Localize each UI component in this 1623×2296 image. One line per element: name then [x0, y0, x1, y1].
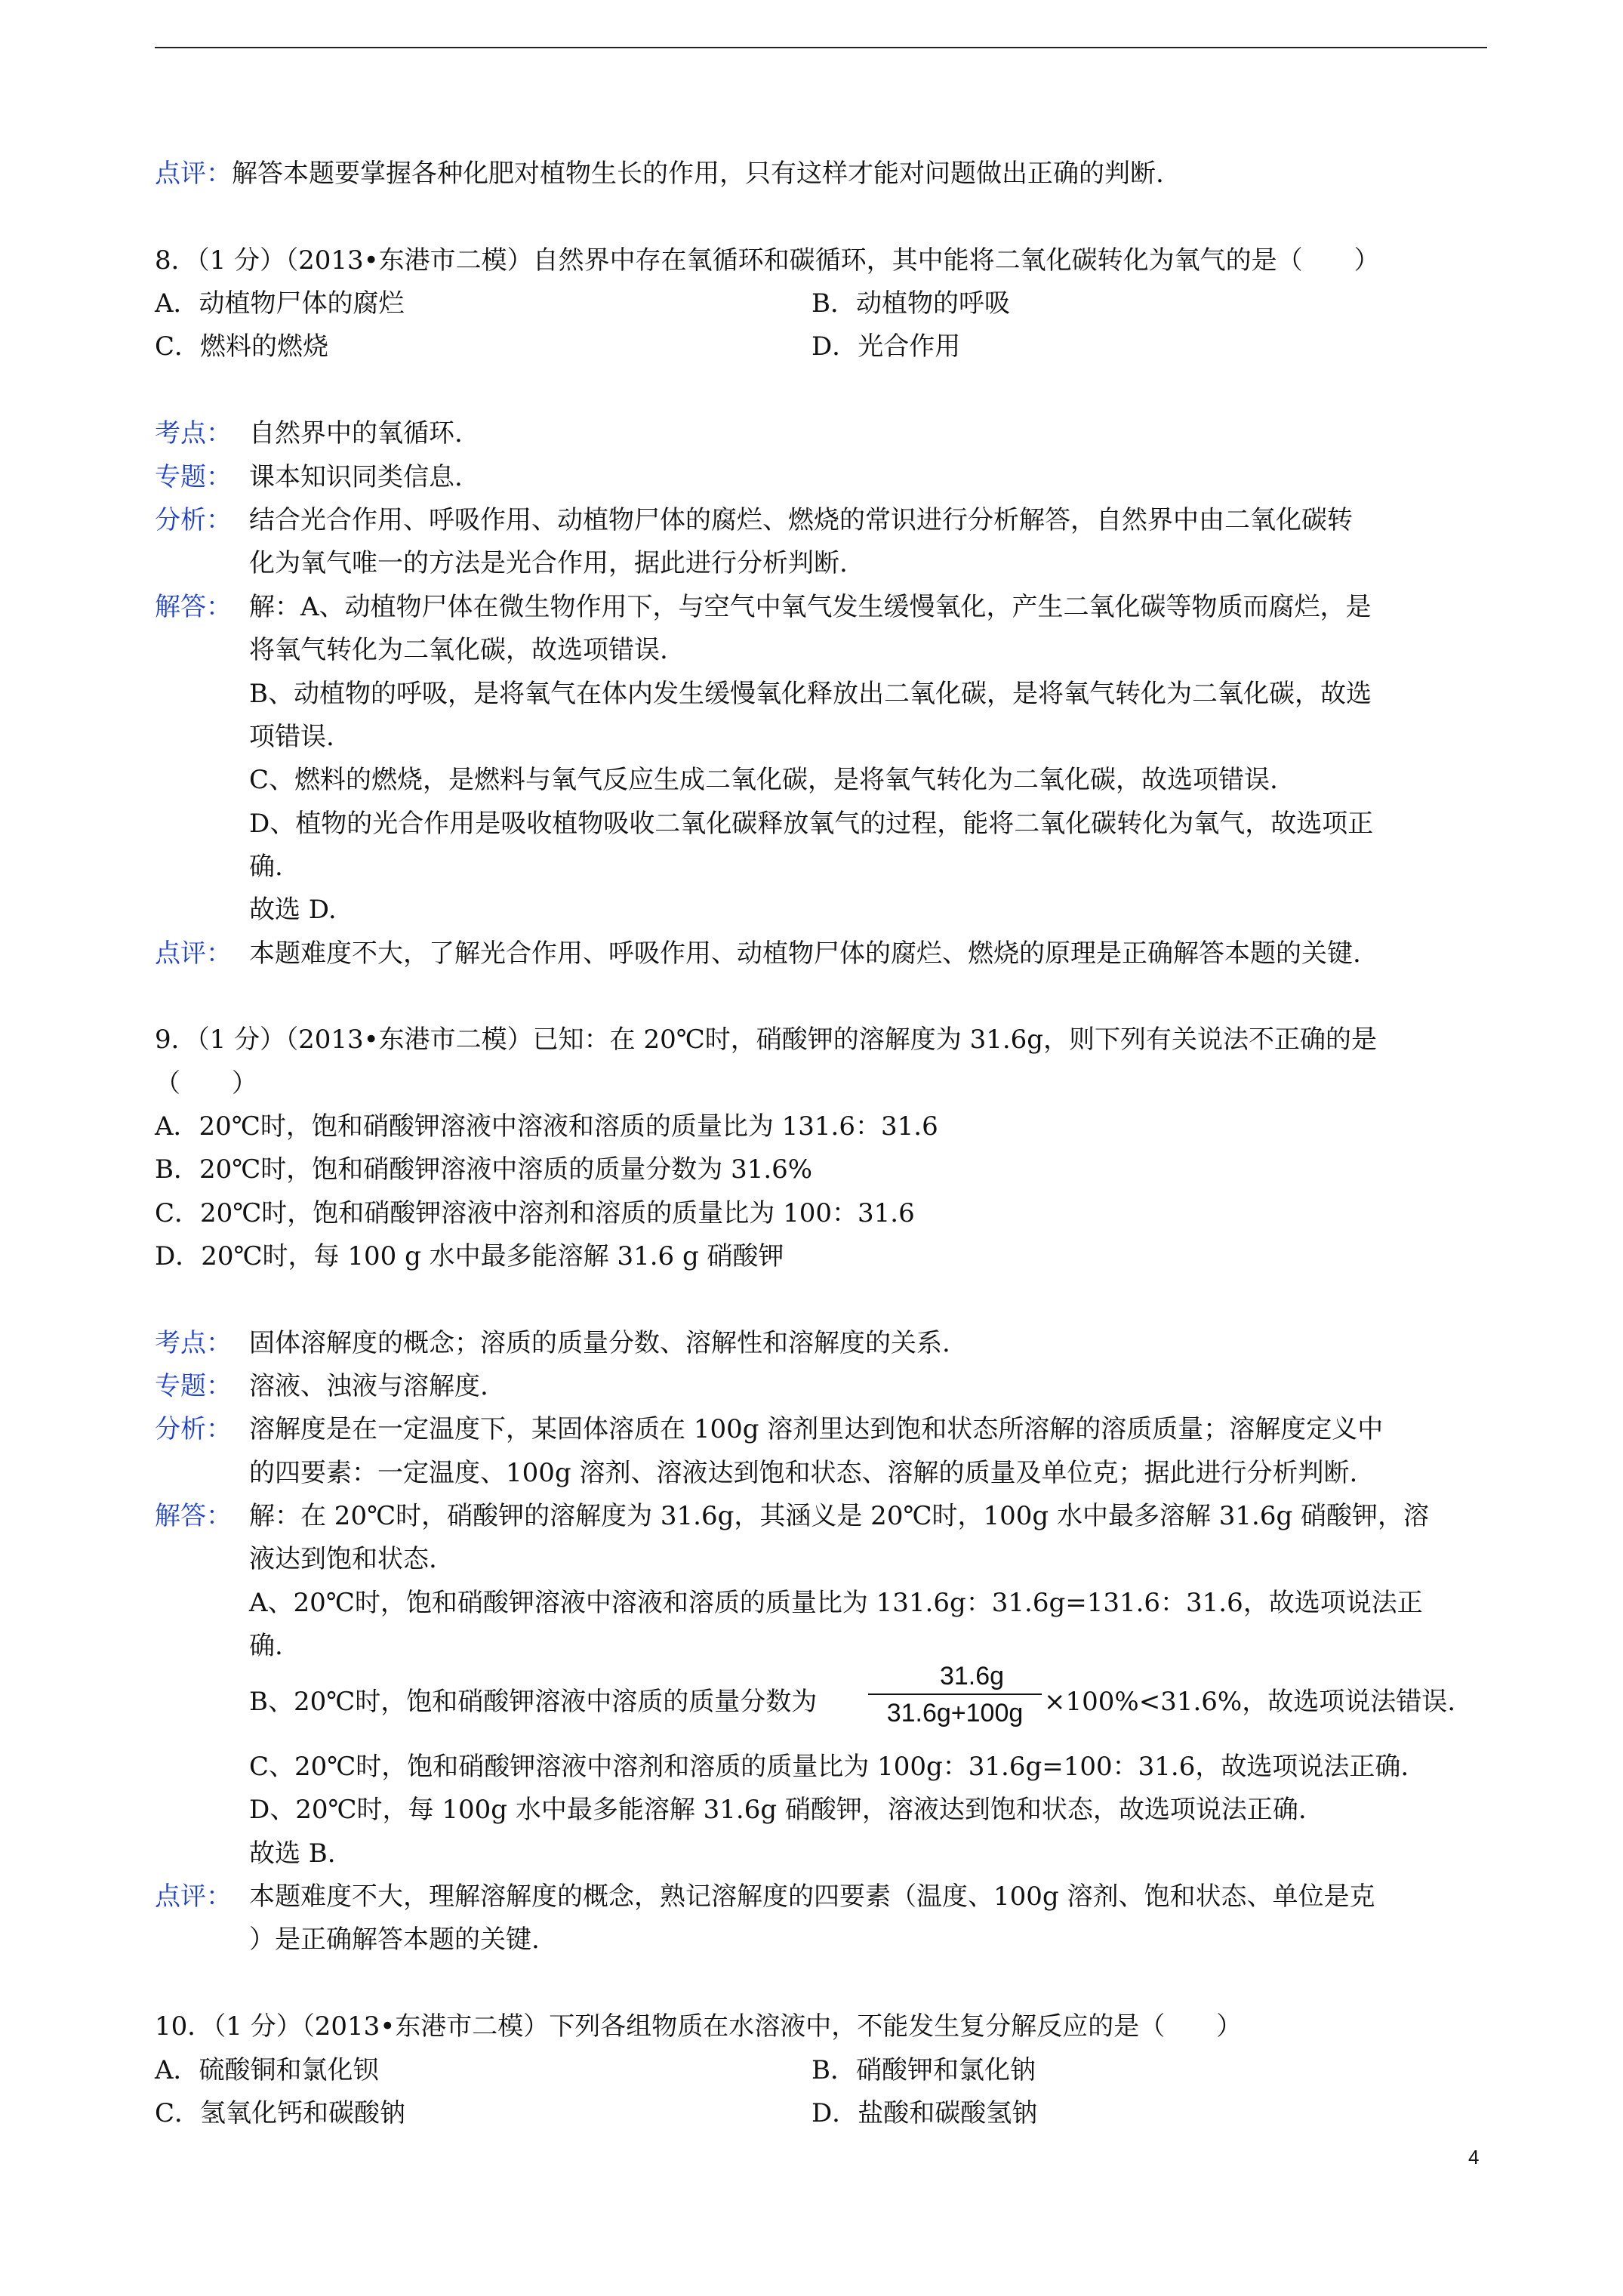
- prev-comment-text: 解答本题要掌握各种化肥对植物生长的作用，只有这样才能对问题做出正确的判断.: [232, 159, 1164, 189]
- q8-dianping: 本题难度不大，了解光合作用、呼吸作用、动植物尸体的腐烂、燃烧的原理是正确解答本题的关键.: [249, 938, 1361, 969]
- q8-kaodian: 自然界中的氧循环.: [249, 418, 463, 448]
- q8-zhuanti: 课本知识同类信息.: [249, 462, 463, 492]
- q8-option-a: A．动植物尸体的腐烂: [155, 288, 405, 319]
- q9-jieda-line-2: 液达到饱和状态.: [249, 1544, 437, 1574]
- q10-option-c: C．氢氧化钙和碳酸钠: [155, 2098, 406, 2128]
- q9-jieda-b-prefix: B、20℃时，饱和硝酸钾溶液中溶质的质量分数为: [249, 1687, 818, 1717]
- q9-fenxi-line-2: 的四要素：一定温度、100g 溶剂、溶液达到饱和状态、溶解的质量及单位克；据此进行分析判断.: [249, 1458, 1358, 1488]
- q9-dianping-line-2: ）是正确解答本题的关键.: [249, 1925, 540, 1955]
- q9-stem-line-1: 9．（1 分）（2013•东港市二模）已知：在 20℃时，硝酸钾的溶解度为 31.6g，则下列有关说法不正确的是: [155, 1025, 1378, 1055]
- q9-kaodian-label: 考点：: [155, 1328, 232, 1358]
- q10-option-d: D．盐酸和碳酸氢钠: [812, 2098, 1038, 2128]
- q9-jieda-b-suffix: ×100%<31.6%，故选项说法错误.: [1044, 1687, 1455, 1717]
- page-number: 4: [1468, 2146, 1480, 2168]
- q8-option-d: D．光合作用: [812, 331, 961, 362]
- q8-dianping-label: 点评：: [155, 938, 232, 969]
- fraction-bar: [868, 1693, 1042, 1695]
- q9-option-a: A．20℃时，饱和硝酸钾溶液中溶液和溶质的质量比为 131.6：31.6: [155, 1111, 938, 1142]
- q8-fenxi-label: 分析：: [155, 505, 232, 535]
- q8-fenxi-line-2: 化为氧气唯一的方法是光合作用，据此进行分析判断.: [249, 548, 848, 578]
- q8-jieda-line-6: D、植物的光合作用是吸收植物吸收二氧化碳释放氧气的过程，能将二氧化碳转化为氧气，故选项正: [249, 809, 1374, 839]
- q9-option-b: B．20℃时，饱和硝酸钾溶液中溶质的质量分数为 31.6%: [155, 1154, 813, 1185]
- q8-option-c: C．燃料的燃烧: [155, 331, 329, 362]
- q8-stem: 8．（1 分）（2013•东港市二模）自然界中存在氧循环和碳循环，其中能将二氧化碳转化为氧气的是（ ）: [155, 245, 1380, 276]
- q8-kaodian-label: 考点：: [155, 418, 232, 448]
- q9-kaodian: 固体溶解度的概念；溶质的质量分数、溶解性和溶解度的关系.: [249, 1328, 950, 1358]
- q8-jieda-line-4: 项错误.: [249, 722, 334, 752]
- q9-dianping-line-1: 本题难度不大，理解溶解度的概念，熟记溶解度的四要素（温度、100g 溶剂、饱和状态、单位是克: [249, 1881, 1375, 1912]
- q9-option-d: D．20℃时，每 100 g 水中最多能溶解 31.6 g 硝酸钾: [155, 1241, 784, 1271]
- q8-option-b: B．动植物的呼吸: [812, 288, 1010, 319]
- q9-jieda-line-answer: 故选 B.: [249, 1838, 336, 1869]
- q9-zhuanti: 溶液、浊液与溶解度.: [249, 1371, 488, 1401]
- q9-option-c: C．20℃时，饱和硝酸钾溶液中溶剂和溶质的质量比为 100：31.6: [155, 1198, 915, 1228]
- q10-option-b: B．硝酸钾和氯化钠: [812, 2055, 1036, 2085]
- q9-dianping-label: 点评：: [155, 1881, 232, 1912]
- q10-option-a: A．硫酸铜和氯化钡: [155, 2055, 379, 2085]
- q9-fenxi-label: 分析：: [155, 1414, 232, 1444]
- q8-jieda-line-2: 将氧气转化为二氧化碳，故选项错误.: [249, 635, 668, 665]
- prev-comment-label: 点评：: [155, 159, 232, 189]
- q8-fenxi-line-1: 结合光合作用、呼吸作用、动植物尸体的腐烂、燃烧的常识进行分析解答，自然界中由二氧化碳转: [249, 505, 1353, 535]
- header-rule: [155, 47, 1487, 48]
- fraction-denominator: 31.6g+100g: [886, 1699, 1024, 1727]
- prev-comment-line: [155, 157, 1164, 190]
- q8-jieda-line-3: B、动植物的呼吸，是将氧气在体内发生缓慢氧化释放出二氧化碳，是将氧气转化为二氧化碳，故选: [249, 679, 1372, 709]
- q9-fenxi-line-1: 溶解度是在一定温度下，某固体溶质在 100g 溶剂里达到饱和状态所溶解的溶质质量；溶解度定义中: [249, 1414, 1384, 1444]
- q9-jieda-line-d: D、20℃时，每 100g 水中最多能溶解 31.6g 硝酸钾，溶液达到饱和状态，故选项说法正确.: [249, 1795, 1307, 1825]
- q9-jieda-line-c: C、20℃时，饱和硝酸钾溶液中溶剂和溶质的质量比为 100g：31.6g=100：31.6，故选项说法正确.: [249, 1752, 1409, 1782]
- q9-jieda-line-4: 确.: [249, 1631, 283, 1661]
- q8-jieda-label: 解答：: [155, 592, 232, 622]
- fraction-numerator: 31.6g: [939, 1662, 1005, 1690]
- q9-jieda-line-3: A、20℃时，饱和硝酸钾溶液中溶液和溶质的质量比为 131.6g：31.6g=131.6：31.6，故选项说法正: [249, 1588, 1423, 1618]
- q8-zhuanti-label: 专题：: [155, 462, 232, 492]
- q10-stem: 10．（1 分）（2013•东港市二模）下列各组物质在水溶液中，不能发生复分解反应的是（ ）: [155, 2011, 1243, 2042]
- q9-zhuanti-label: 专题：: [155, 1371, 232, 1401]
- q8-jieda-line-1: 解：A、动植物尸体在微生物作用下，与空气中氧气发生缓慢氧化，产生二氧化碳等物质而腐烂，是: [249, 592, 1372, 622]
- q9-jieda-line-1: 解：在 20℃时，硝酸钾的溶解度为 31.6g，其涵义是 20℃时，100g 水中最多溶解 31.6g 硝酸钾，溶: [249, 1501, 1430, 1531]
- q9-stem-line-2: （ ）: [155, 1068, 257, 1099]
- q9-jieda-label: 解答：: [155, 1501, 232, 1531]
- q8-jieda-line-5: C、燃料的燃烧，是燃料与氧气反应生成二氧化碳，是将氧气转化为二氧化碳，故选项错误.: [249, 765, 1278, 795]
- q8-jieda-line-7: 确.: [249, 852, 283, 882]
- q8-jieda-line-8: 故选 D.: [249, 895, 337, 925]
